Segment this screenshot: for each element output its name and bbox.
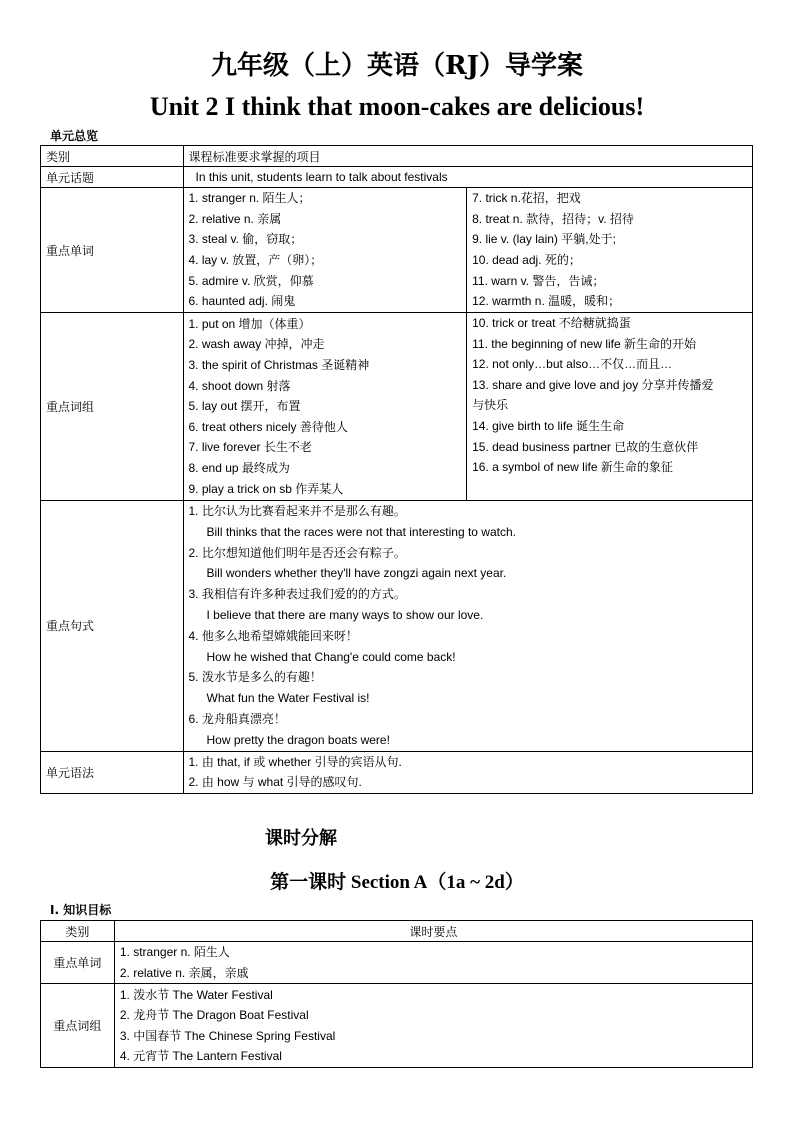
sentence-en: What fun the Water Festival is! [206,691,370,706]
table-header-row [41,146,753,167]
section-title: 第一课时 Section A（1a ~ 2d） [270,872,524,893]
grammar-item: 1. 由 that, if 或 whether 引导的宾语从句. [188,754,402,769]
page-title: 九年级（上）英语（RJ）导学案 [211,51,583,81]
phrase-item: 13. share and give love and joy 分享并传播爱 [472,377,714,392]
lesson-phrases-row [41,984,753,1068]
topic-category: 单元话题 [41,167,184,188]
sentence-cn: 6. 龙舟船真漂亮！ [188,711,286,726]
key-sentences-row [41,501,753,752]
topic-row [41,167,753,188]
word-item: 8. treat n. 款待，招待；v. 招待 [472,211,634,226]
phrase-item: 9. play a trick on sb 作弄某人 [188,481,344,496]
lesson-phrase-item: 4. 元宵节 The Lantern Festival [119,1049,282,1064]
lesson-words-cell [114,942,752,984]
word-item: 11. warn v. 警告，告诫； [472,273,605,288]
lesson-word-item: 1. stranger n. 陌生人 [119,945,230,959]
phrase-item: 2. wash away 冲掉，冲走 [188,337,325,352]
word-item: 10. dead adj. 死的； [472,253,581,267]
lesson-phrase-item: 3. 中国春节 The Chinese Spring Festival [119,1028,336,1043]
word-item: 1. stranger n. 陌生人； [188,191,311,206]
lesson-phrases-cell [114,984,752,1068]
key-phrases-row [41,313,753,501]
header-items: 课程标准要求掌握的项目 [183,146,753,167]
lesson-table [40,920,753,1068]
lesson-header-points: 课时要点 [114,921,752,942]
grammar-category: 单元语法 [41,751,184,793]
lesson-phrase-item: 2. 龙舟节 The Dragon Boat Festival [119,1008,309,1023]
lesson-header-category: 类别 [41,921,115,942]
phrase-item: 14. give birth to life 诞生生命 [472,418,625,433]
phrase-item: 8. end up 最终成为 [188,460,290,475]
overview-label: 单元总览 [50,129,99,143]
phrase-item: 1. put on 增加（体重） [188,316,311,331]
sentence-en: How pretty the dragon boats were! [206,732,390,747]
phrase-item: 12. not only…but also…不仅…而且… [472,357,673,372]
grammar-row [41,751,753,793]
grammar-cell [183,751,753,793]
key-phrases-category: 重点词组 [41,313,184,501]
phrase-item: 7. live forever 长生不老 [188,440,312,455]
sentence-cn: 5. 泼水节是多么的有趣！ [188,670,322,685]
phrase-item: 10. trick or treat 不给糖就捣蛋 [472,316,631,330]
sentence-en: Bill thinks that the races were not that interesting to watch. [206,524,516,539]
phrase-item-continued: 与快乐 [472,398,509,413]
lesson-word-item: 2. relative n. 亲属，亲戚 [119,965,249,980]
word-item: 3. steal v. 偷，窃取； [188,232,303,247]
word-item: 12. warmth n. 温暖，暖和； [472,294,621,309]
sentence-cn: 1. 比尔认为比赛看起来并不是那么有趣。 [188,504,406,518]
header-category: 类别 [41,146,184,167]
phrase-item: 11. the beginning of new life 新生命的开始 [472,336,696,351]
topic-text: In this unit, students learn to talk about festivals [183,167,753,188]
sentence-en: Bill wonders whether they'll have zongzi again next year. [206,566,507,581]
phrase-item: 16. a symbol of new life 新生命的象征 [472,460,673,475]
word-item: 4. lay v. 放置，产（卵）； [188,253,323,267]
sentence-cn: 4. 他多么地希望嫦娥能回来呀！ [188,628,358,643]
key-sentences-cell [183,501,753,752]
key-words-row [41,188,753,313]
phrase-item: 4. shoot down 射落 [188,378,291,393]
word-item: 7. trick n.花招，把戏 [472,191,581,206]
lesson-phrases-category: 重点词组 [41,984,115,1068]
key-phrases-right [467,313,753,501]
phrase-item: 15. dead business partner 已故的生意伙伴 [472,439,699,454]
lesson-header-row [41,921,753,942]
sentence-en: I believe that there are many ways to show our love. [206,607,484,622]
overview-table [40,145,753,794]
key-words-right [467,188,753,313]
sentence-cn: 2. 比尔想知道他们明年是否还会有粽子。 [188,545,406,560]
unit-title: Unit 2 I think that moon-cakes are delicious! [149,92,645,121]
breakdown-heading: 课时分解 [265,828,337,849]
phrase-item: 6. treat others nicely 善待他人 [188,419,348,434]
phrase-item: 3. the spirit of Christmas 圣诞精神 [188,358,370,373]
lesson-words-category: 重点单词 [41,942,115,984]
phrase-item: 5. lay out 摆开，布置 [188,399,301,414]
key-phrases-left [183,313,467,501]
key-words-left [183,188,467,313]
key-sentences-category: 重点句式 [41,501,184,752]
sentence-cn: 3. 我相信有许多种表过我们爱的的方式。 [188,587,406,602]
word-item: 9. lie v. (lay lain) 平躺,处于; [472,232,616,247]
key-words-category: 重点单词 [41,188,184,313]
word-item: 5. admire v. 欣赏，仰慕 [188,273,314,288]
grammar-item: 2. 由 how 与 what 引导的感叹句. [188,775,362,790]
knowledge-goals-label: I. 知识目标 [50,903,112,917]
word-item: 2. relative n. 亲属 [188,211,282,226]
sentence-en: How he wished that Chang'e could come back! [206,649,456,664]
word-item: 6. haunted adj. 闹鬼 [188,294,296,309]
lesson-phrase-item: 1. 泼水节 The Water Festival [119,987,273,1002]
lesson-words-row [41,942,753,984]
